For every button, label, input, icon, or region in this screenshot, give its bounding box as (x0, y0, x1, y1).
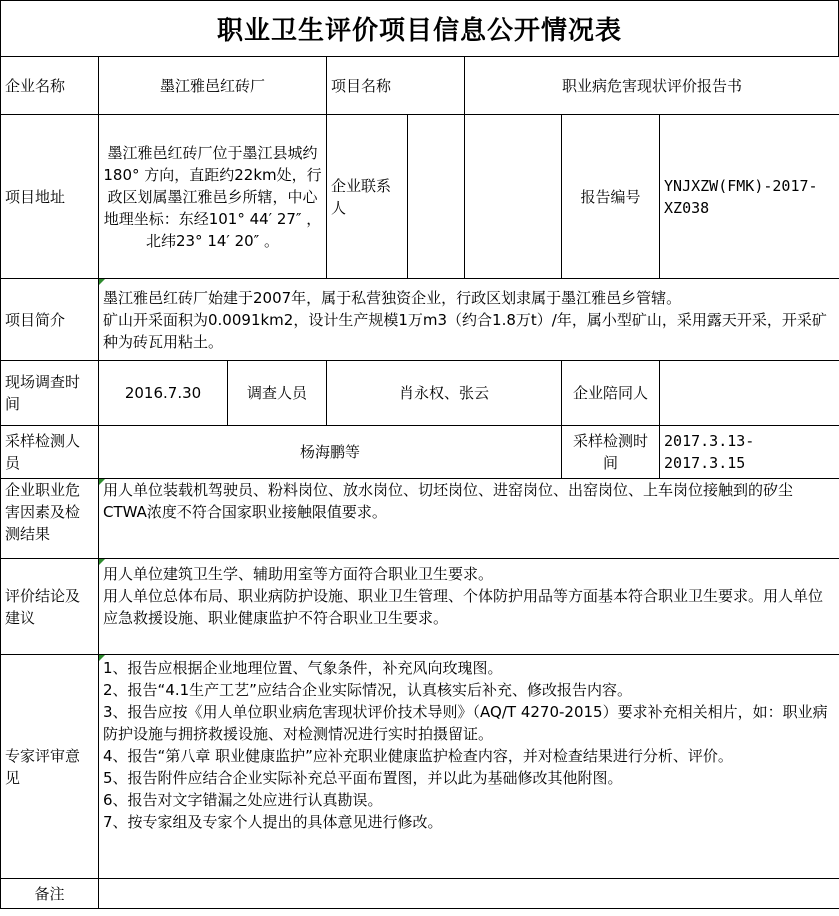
survey-time-value: 2016.7.30 (99, 361, 228, 426)
remarks-value (99, 879, 839, 909)
project-name-value: 职业病危害现状评价报告书 (465, 57, 839, 115)
table-row (1, 115, 839, 279)
company-name-value: 墨江雅邑红砖厂 (99, 57, 327, 115)
investigator-label: 调查人员 (228, 361, 327, 426)
report-number-label: 报告编号 (562, 115, 660, 279)
expert-item: 5、报告附件应结合企业实际补充总平面布置图，并以此为基础修改其他附图。 (103, 769, 623, 787)
project-address-value: 墨江雅邑红砖厂位于墨江县城约180° 方向，直距约22km处，行政区划属墨江雅邑乡所辖，中心地理坐标：东经101° 44′ 27″ ，北纬23° 14′ 20″ 。 (99, 115, 327, 279)
expert-item: 1、报告应根据企业地理位置、气象条件，补充风向玫瑰图。 (103, 659, 503, 677)
conclusion-value (99, 559, 839, 655)
table-row (1, 279, 839, 361)
project-name-label: 项目名称 (327, 57, 465, 115)
contact-person-extra (465, 115, 562, 279)
expert-opinion-value (99, 655, 839, 879)
expert-item: 3、报告应按《用人单位职业病危害现状评价技术导则》（AQ/T 4270-2015）要求补充相关相片，如：职业病防护设施与拥挤救援设施、对检测情况进行实时拍摄留证。 (103, 703, 828, 743)
conclusion-line: 用人单位建筑卫生学、辅助用室等方面符合职业卫生要求。 (103, 565, 494, 583)
table-row (1, 879, 839, 909)
sampling-staff-value: 杨海鹏等 (99, 426, 562, 479)
report-number-value: YNJXZW(FMK)-2017-XZ038 (660, 115, 839, 279)
hazard-factors-label: 企业职业危害因素及检测结果 (1, 479, 99, 559)
expert-item: 2、报告“4.1生产工艺”应结合企业实际情况，认真核实后补充、修改报告内容。 (103, 681, 632, 699)
intro-line: 矿山开采面积为0.0091km2，设计生产规模1万m3（约合1.8万t）/年，属小型矿山，采用露天开采，开采矿种为砖瓦用粘土。 (103, 310, 827, 351)
sampling-time-label: 采样检测时间 (562, 426, 660, 479)
sampling-time-value: 2017.3.13-2017.3.15 (660, 426, 839, 479)
expert-item: 7、按专家组及专家个人提出的具体意见进行修改。 (103, 813, 443, 831)
conclusion-label: 评价结论及建议 (1, 559, 99, 655)
contact-person-label: 企业联系人 (327, 115, 408, 279)
conclusion-line: 用人单位总体布局、职业病防护设施、职业卫生管理、个体防护用品等方面基本符合职业卫生要求。用人单位应急救援设施、职业健康监护不符合职业卫生要求。 (103, 587, 824, 627)
expert-item: 6、报告对文字错漏之处应进行认真勘误。 (103, 791, 383, 809)
hazard-factors-value: 用人单位装载机驾驶员、粉料岗位、放水岗位、切坯岗位、进窑岗位、出窑岗位、上车岗位接触到的矽尘CTWA浓度不符合国家职业接触限值要求。 (99, 479, 839, 559)
project-address-label: 项目地址 (1, 115, 99, 279)
project-intro-label: 项目简介 (1, 279, 99, 361)
company-name-label: 企业名称 (1, 57, 99, 115)
table-row (1, 655, 839, 879)
survey-time-label: 现场调查时间 (1, 361, 99, 426)
table-row (1, 479, 839, 559)
expert-opinion-label: 专家评审意见 (1, 655, 99, 879)
intro-line: 墨江雅邑红砖厂始建于2007年，属于私营独资企业，行政区划隶属于墨江雅邑乡管辖。 (103, 288, 682, 307)
table-row (1, 361, 839, 426)
sampling-staff-label: 采样检测人员 (1, 426, 99, 479)
investigator-value: 肖永权、张云 (327, 361, 562, 426)
escort-label: 企业陪同人 (562, 361, 660, 426)
table-row (1, 57, 839, 115)
remarks-label: 备注 (1, 879, 99, 909)
table-row (1, 426, 839, 479)
contact-person-value (408, 115, 465, 279)
table-row (1, 559, 839, 655)
expert-item: 4、报告“第八章 职业健康监护”应补充职业健康监护检查内容，并对检查结果进行分析、评价。 (103, 747, 733, 765)
info-table (0, 56, 839, 909)
page-title: 职业卫生评价项目信息公开情况表 (0, 0, 839, 57)
escort-value (660, 361, 839, 426)
project-intro-value (99, 279, 839, 361)
